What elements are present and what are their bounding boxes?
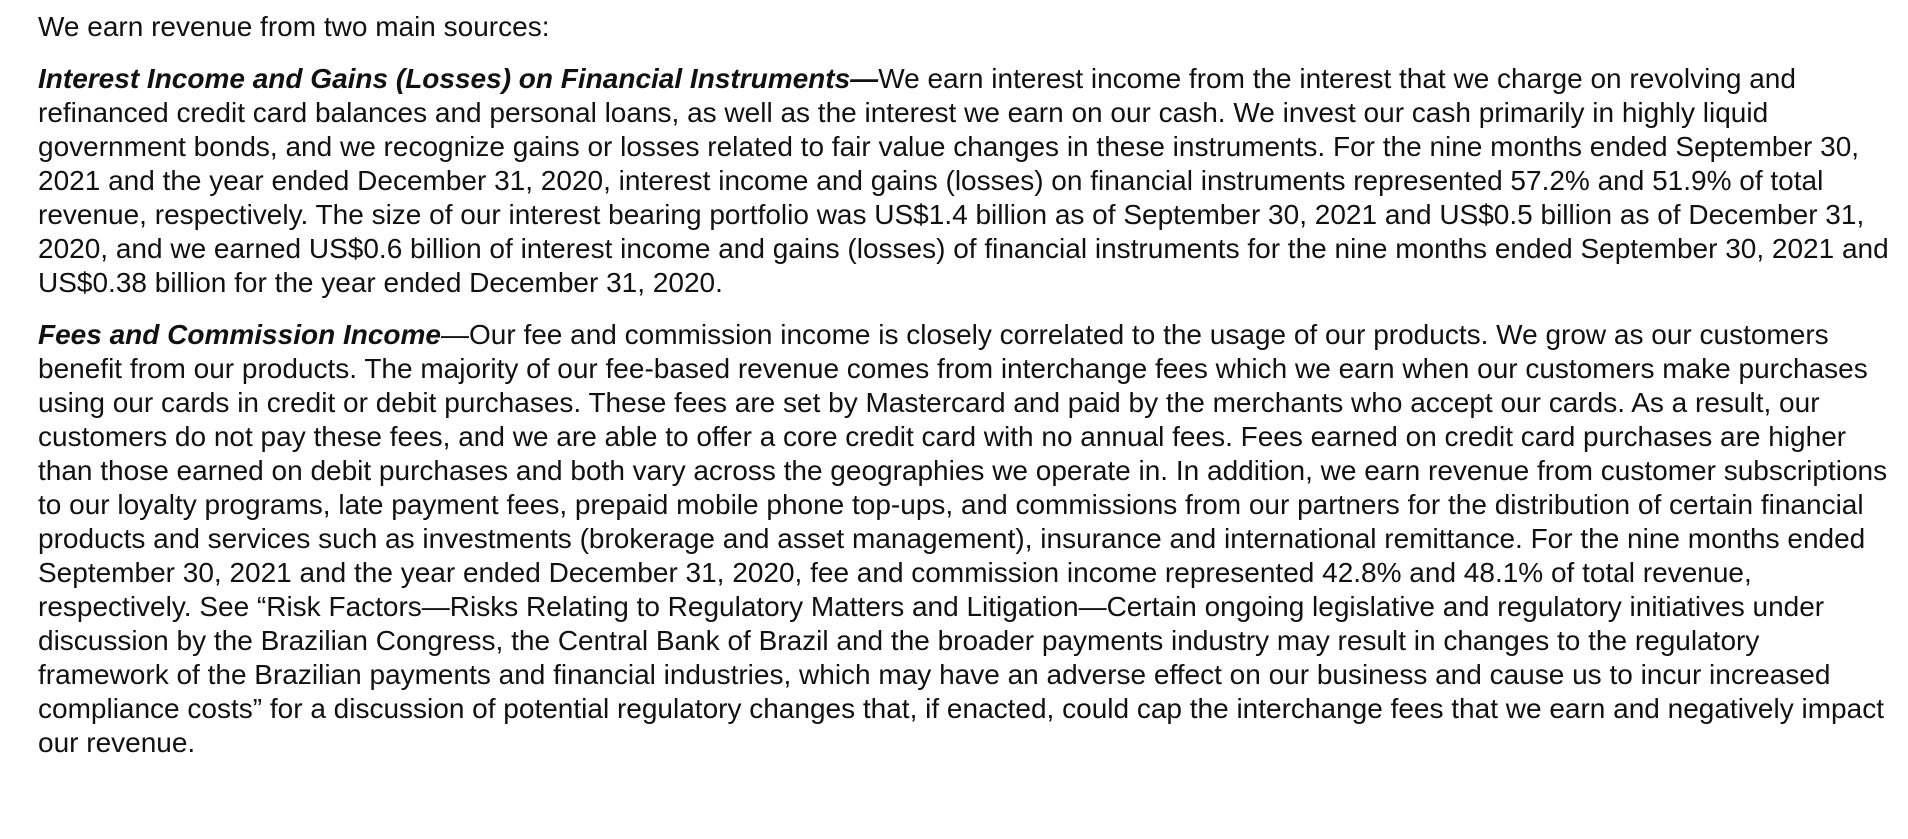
fees-commission-paragraph — [38, 318, 1890, 760]
interest-income-body: We earn interest income from the interest that we charge on revolving and refinanced credit card balances and personal loans, as well as the interest we earn on our cash. We invest our cash primarily in highly liquid government bonds, and we recognize gains or losses related to fair value changes in these instruments. For the nine months ended September 30, 2021 and the year ended December 31, 2020, interest income and gains (losses) on financial instruments represented 57.2% and 51.9% of total revenue, respectively. The size of our interest bearing portfolio was US$1.4 billion as of September 30, 2021 and US$0.5 billion as of December 31, 2020, and we earned US$0.6 billion of interest income and gains (losses) of financial instruments for the nine months ended September 30, 2021 and US$0.38 billion for the year ended December 31, 2020. — [38, 63, 1889, 298]
intro-paragraph: We earn revenue from two main sources: — [38, 11, 550, 42]
document-body — [38, 10, 1890, 778]
fees-commission-body: —Our fee and commission income is closely correlated to the usage of our products. We grow as our customers benefit from our products. The majority of our fee-based revenue comes from interchange fees which we earn when our customers make purchases using our cards in credit or debit purchases. These fees are set by Mastercard and paid by the merchants who accept our cards. As a result, our customers do not pay these fees, and we are able to offer a core credit card with no annual fees. Fees earned on credit card purchases are higher than those earned on debit purchases and both vary across the geographies we operate in. In addition, we earn revenue from customer subscriptions to our loyalty programs, late payment fees, prepaid mobile phone top-ups, and commissions from our partners for the distribution of certain financial products and services such as investments (brokerage and asset management), insurance and international remittance. For the nine months ended September 30, 2021 and the year ended December 31, 2020, fee and commission income represented 42.8% and 48.1% of total revenue, respectively. See “Risk Factors—Risks Relating to Regulatory Matters and Litigation—Certain ongoing legislative and regulatory initiatives under discussion by the Brazilian Congress, the Central Bank of Brazil and the broader payments industry may result in changes to the regulatory framework of the Brazilian payments and financial industries, which may have an adverse effect on our business and cause us to incur increased compliance costs” for a discussion of potential regulatory changes that, if enacted, could cap the interchange fees that we earn and negatively impact our revenue. — [38, 319, 1888, 758]
fees-commission-heading: Fees and Commission Income — [38, 319, 441, 350]
interest-income-heading: Interest Income and Gains (Losses) on Financial Instruments— — [38, 63, 879, 94]
interest-income-paragraph — [38, 62, 1890, 300]
